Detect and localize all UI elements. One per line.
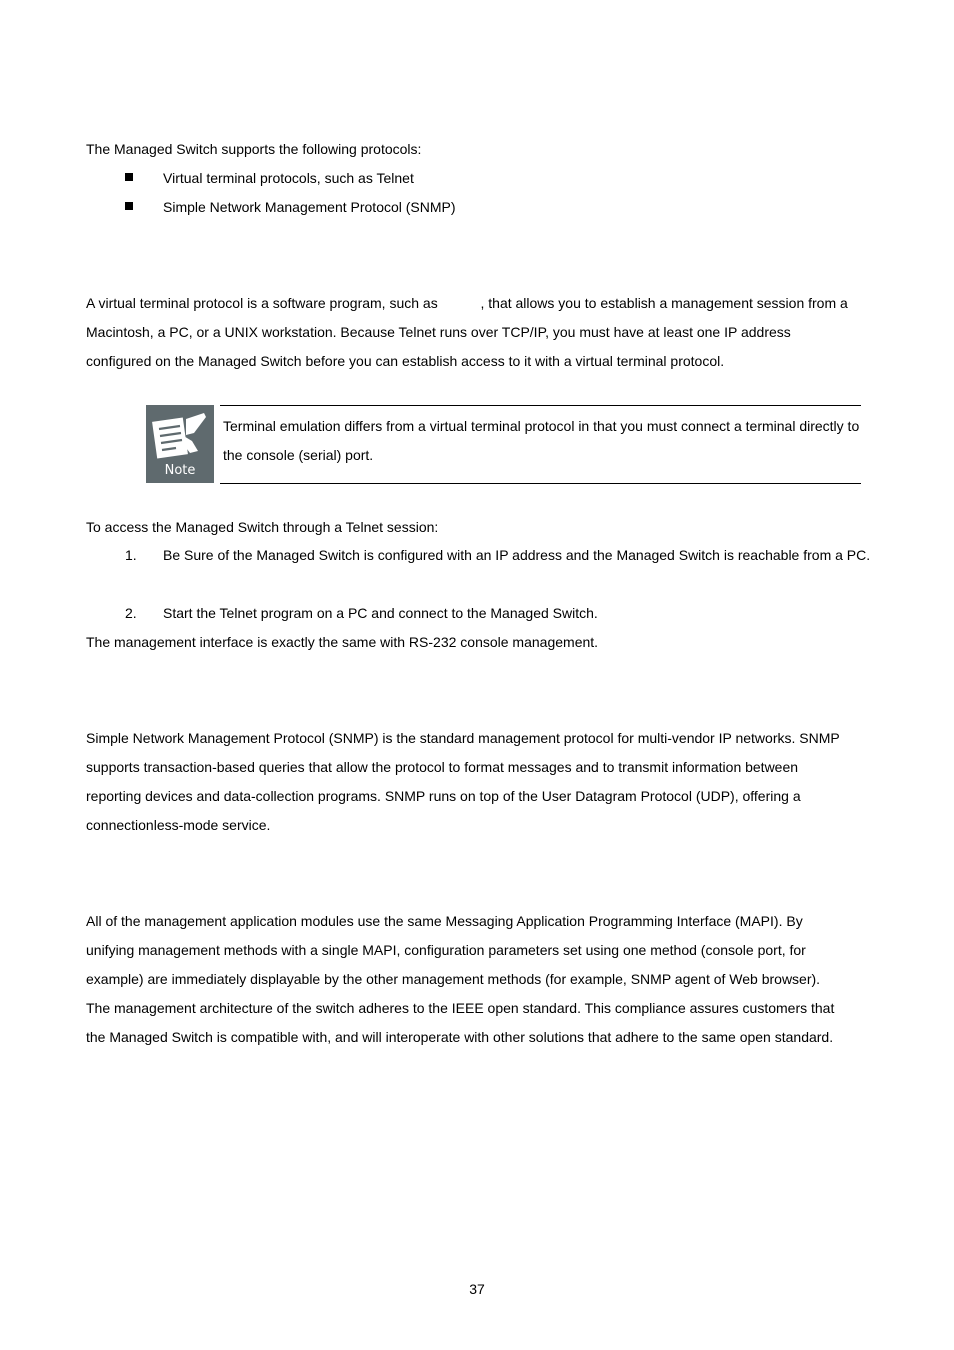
square-bullet-icon (125, 173, 133, 181)
paragraph-line: The management architecture of the switch adheres to the IEEE open standard. This compliance assures customers that (86, 1000, 835, 1016)
note-icon-label: Note (164, 463, 196, 478)
protocol-item: Virtual terminal protocols, such as Telnet (163, 170, 414, 186)
telnet-intro: To access the Managed Switch through a Telnet session: (86, 519, 439, 535)
paragraph-line: Simple Network Management Protocol (SNMP) is the standard management protocol for multi-vendor IP networks. SNMP (86, 730, 840, 746)
note-text: Terminal emulation differs from a virtual terminal protocol in that you must connect a terminal directly to the console (serial) port. (223, 418, 860, 463)
step-text: Be Sure of the Managed Switch is configured with an IP address and the Managed Switch is reachable from a PC. (163, 547, 871, 563)
virtual-terminal-paragraph (86, 289, 876, 376)
paragraph-line: Macintosh, a PC, or a UNIX workstation. Because Telnet runs over TCP/IP, you must have at least one IP address (86, 324, 791, 340)
intro-text: The Managed Switch supports the following protocols: (86, 141, 422, 157)
paragraph-line: A virtual terminal protocol is a software program, such as , that allows you to establish a management session from a (86, 295, 848, 311)
step-number: 1. (125, 547, 137, 563)
paragraph-line: unifying management methods with a single MAPI, configuration parameters set using one method (console port, for (86, 942, 806, 958)
paragraph-line: supports transaction-based queries that allow the protocol to format messages and to transmit information between (86, 759, 799, 775)
step-text: Start the Telnet program on a PC and connect to the Managed Switch. (163, 605, 598, 621)
note-divider-bottom (220, 483, 861, 484)
note-icon (146, 405, 214, 483)
snmp-paragraph (86, 724, 876, 840)
paragraph-line: reporting devices and data-collection programs. SNMP runs on top of the User Datagram Protocol (UDP), offering a (86, 788, 801, 804)
square-bullet-icon (125, 202, 133, 210)
paragraph-line: the Managed Switch is compatible with, and will interoperate with other solutions that adhere to the same open standard. (86, 1029, 834, 1045)
protocol-item: Simple Network Management Protocol (SNMP) (163, 199, 456, 215)
step-number: 2. (125, 605, 137, 621)
paragraph-line: All of the management application modules use the same Messaging Application Programming Interface (MAPI). By (86, 913, 803, 929)
mapi-paragraph (86, 907, 876, 1052)
paragraph-line: connectionless-mode service. (86, 817, 271, 833)
page-number: 37 (469, 1281, 485, 1297)
telnet-outro: The management interface is exactly the same with RS-232 console management. (86, 634, 599, 650)
note-divider-top (220, 405, 861, 406)
paragraph-line: example) are immediately displayable by the other management methods (for example, SNMP agent of Web browser). (86, 971, 821, 987)
note-callout (146, 405, 861, 483)
paragraph-line: configured on the Managed Switch before you can establish access to it with a virtual terminal protocol. (86, 353, 725, 369)
